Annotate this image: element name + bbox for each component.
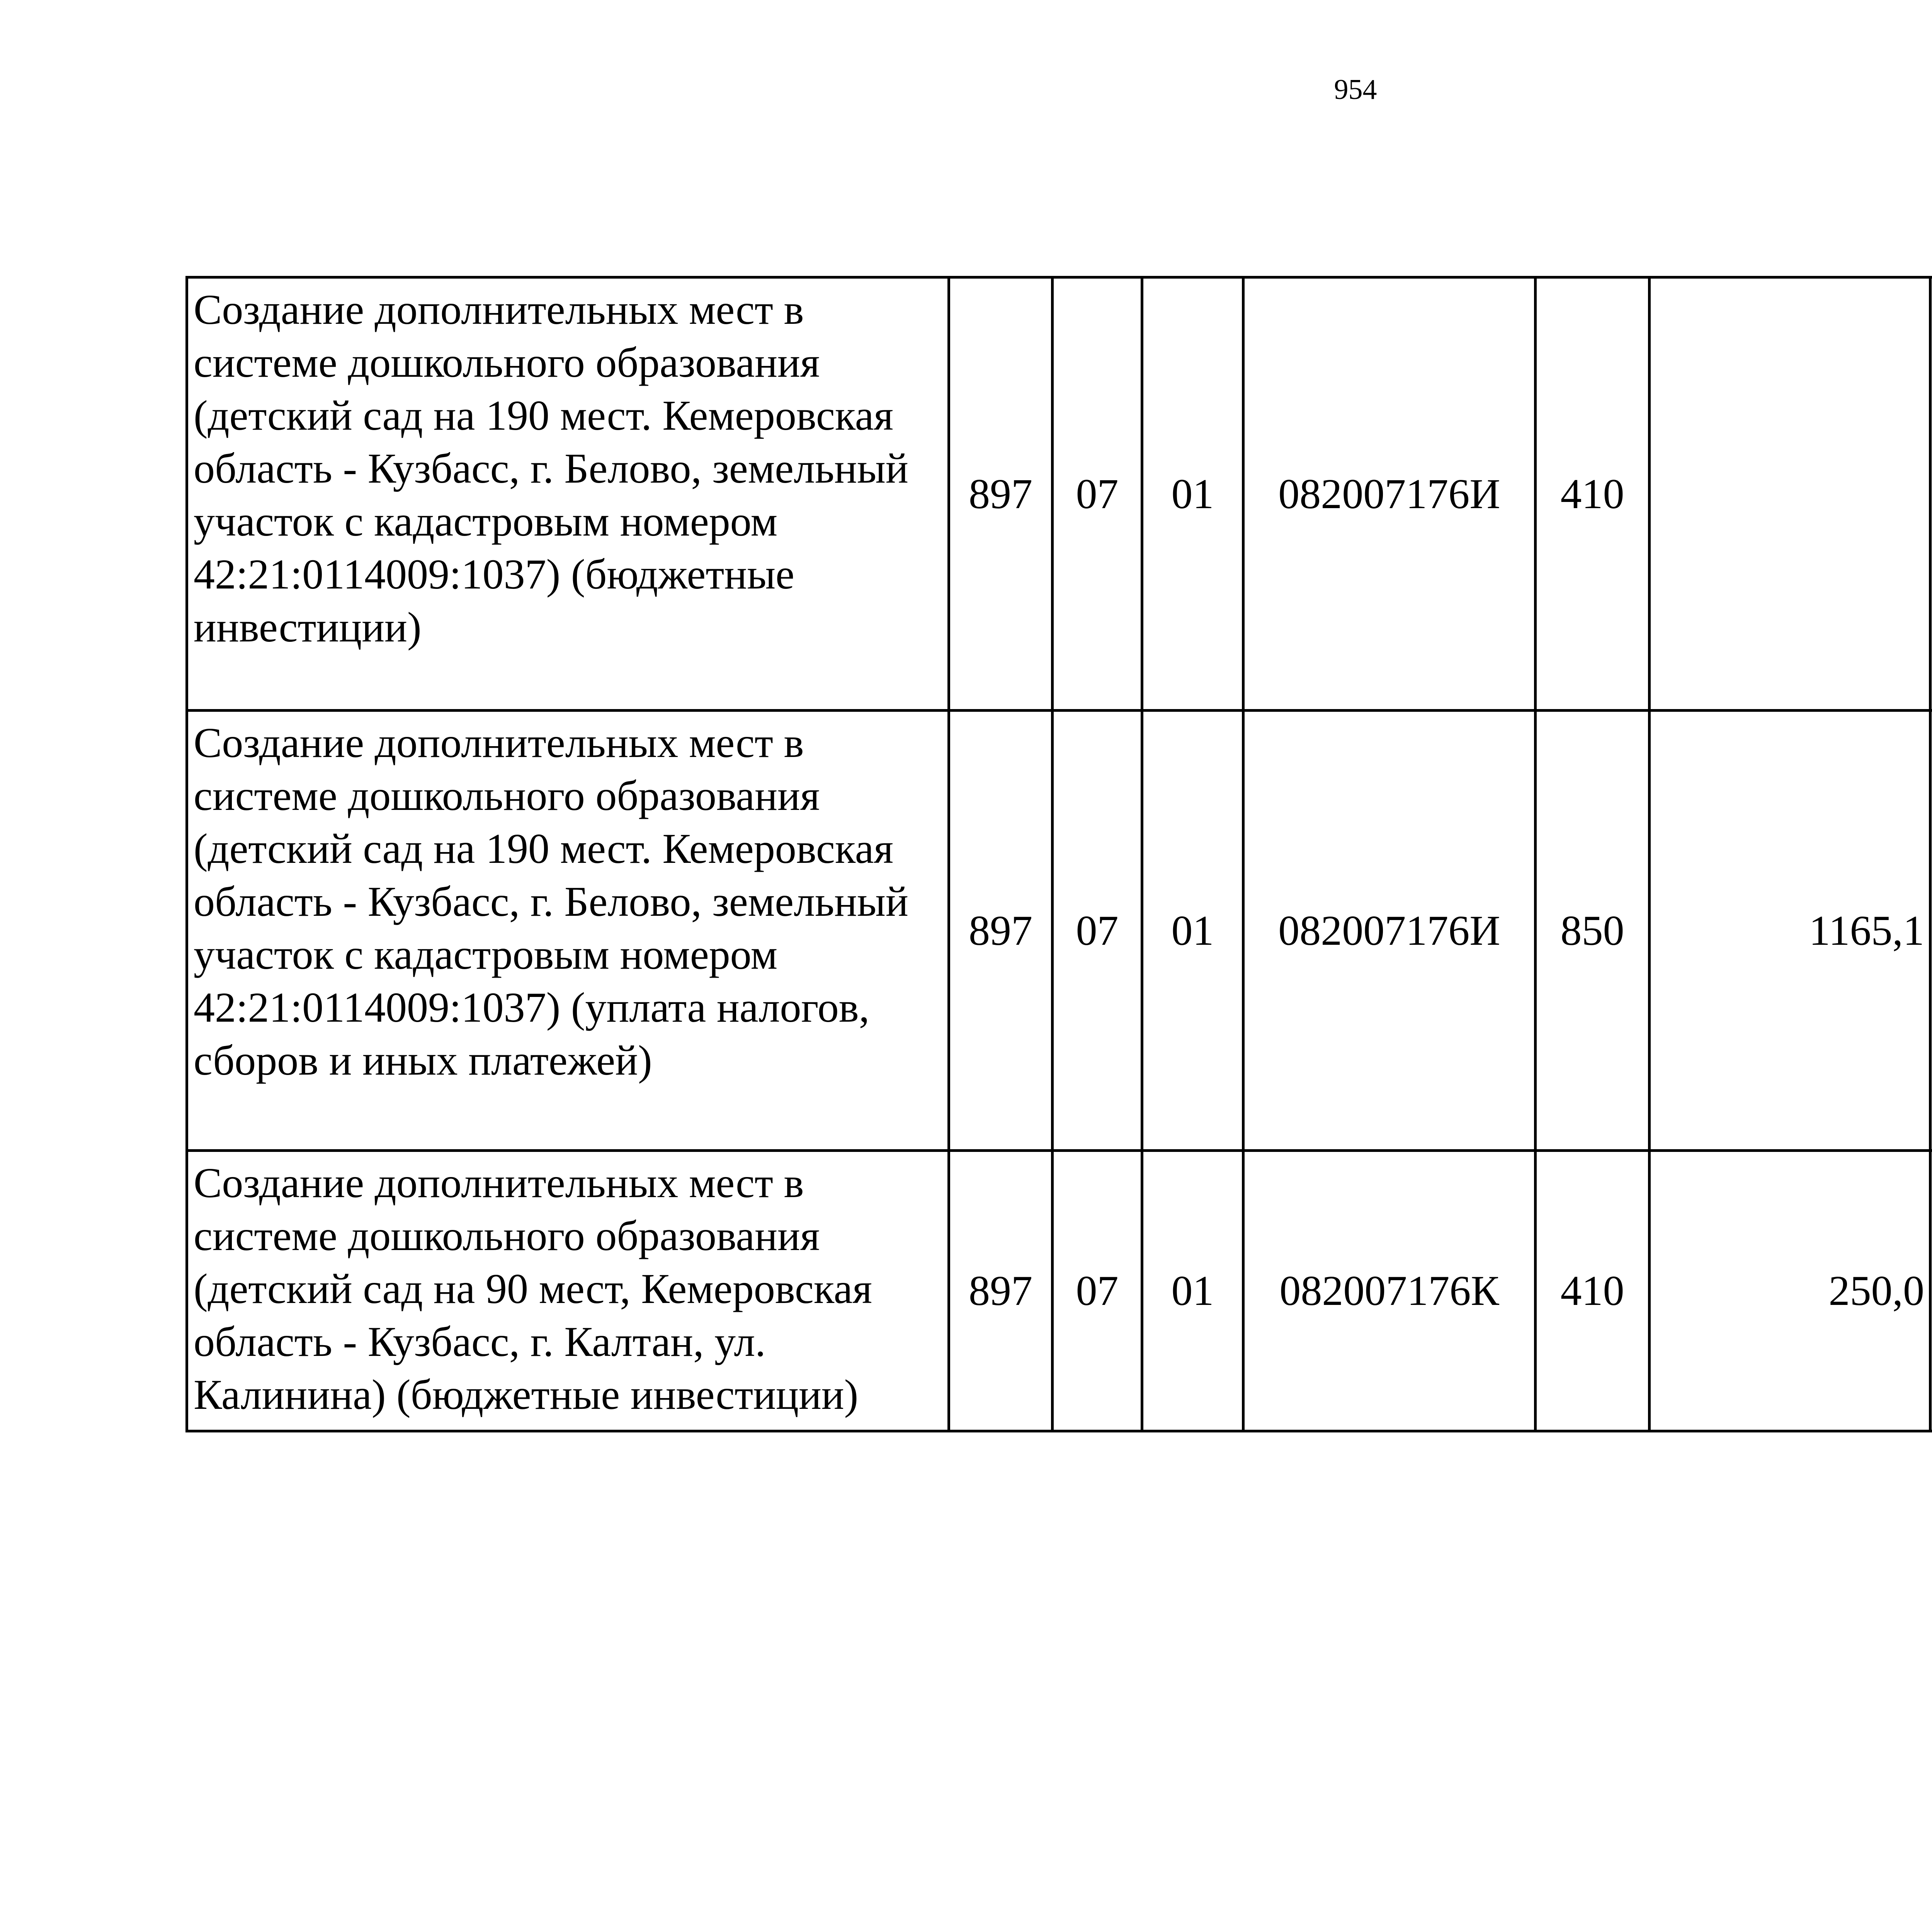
amount-2	[1930, 277, 1932, 711]
target-article-code: 082007176И	[1243, 277, 1536, 711]
subsection-code: 01	[1142, 1151, 1243, 1431]
amount-1: 250,0	[1650, 1151, 1930, 1431]
target-article-code: 082007176К	[1243, 1151, 1536, 1431]
table-row	[187, 277, 1932, 711]
amount-2	[1930, 711, 1932, 1151]
section-code: 07	[1053, 1151, 1142, 1431]
ministry-code: 897	[949, 1151, 1053, 1431]
section-code: 07	[1053, 277, 1142, 711]
subsection-code: 01	[1142, 277, 1243, 711]
table-row	[187, 1151, 1932, 1431]
section-code: 07	[1053, 711, 1142, 1151]
amount-1	[1650, 277, 1930, 711]
expense-type-code: 850	[1536, 711, 1650, 1151]
page-number: 954	[1334, 74, 1377, 105]
row-description: Создание дополнительных мест в системе дошкольного образования (детский сад на 190 мест. Кемеровская область - Кузбасс, г. Белово, земельный участок с кадастровым номером 42:21:0114009:1037) (бюджетные инвестиции)	[187, 277, 949, 711]
row-description: Создание дополнительных мест в системе дошкольного образования (детский сад на 190 мест. Кемеровская область - Кузбасс, г. Белово, земельный участок с кадастровым номером 42:21:0114009:1037) (уплата налогов, сборов и иных платежей)	[187, 711, 949, 1151]
amount-1: 1165,1	[1650, 711, 1930, 1151]
ministry-code: 897	[949, 277, 1053, 711]
subsection-code: 01	[1142, 711, 1243, 1151]
expense-type-code: 410	[1536, 277, 1650, 711]
ministry-code: 897	[949, 711, 1053, 1151]
expense-type-code: 410	[1536, 1151, 1650, 1431]
amount-2	[1930, 1151, 1932, 1431]
target-article-code: 082007176И	[1243, 711, 1536, 1151]
row-description: Создание дополнительных мест в системе дошкольного образования (детский сад на 90 мест, Кемеровская область - Кузбасс, г. Калтан, ул. Калинина) (бюджетные инвестиции)	[187, 1151, 949, 1431]
budget-table	[185, 276, 1932, 1432]
table-row	[187, 711, 1932, 1151]
